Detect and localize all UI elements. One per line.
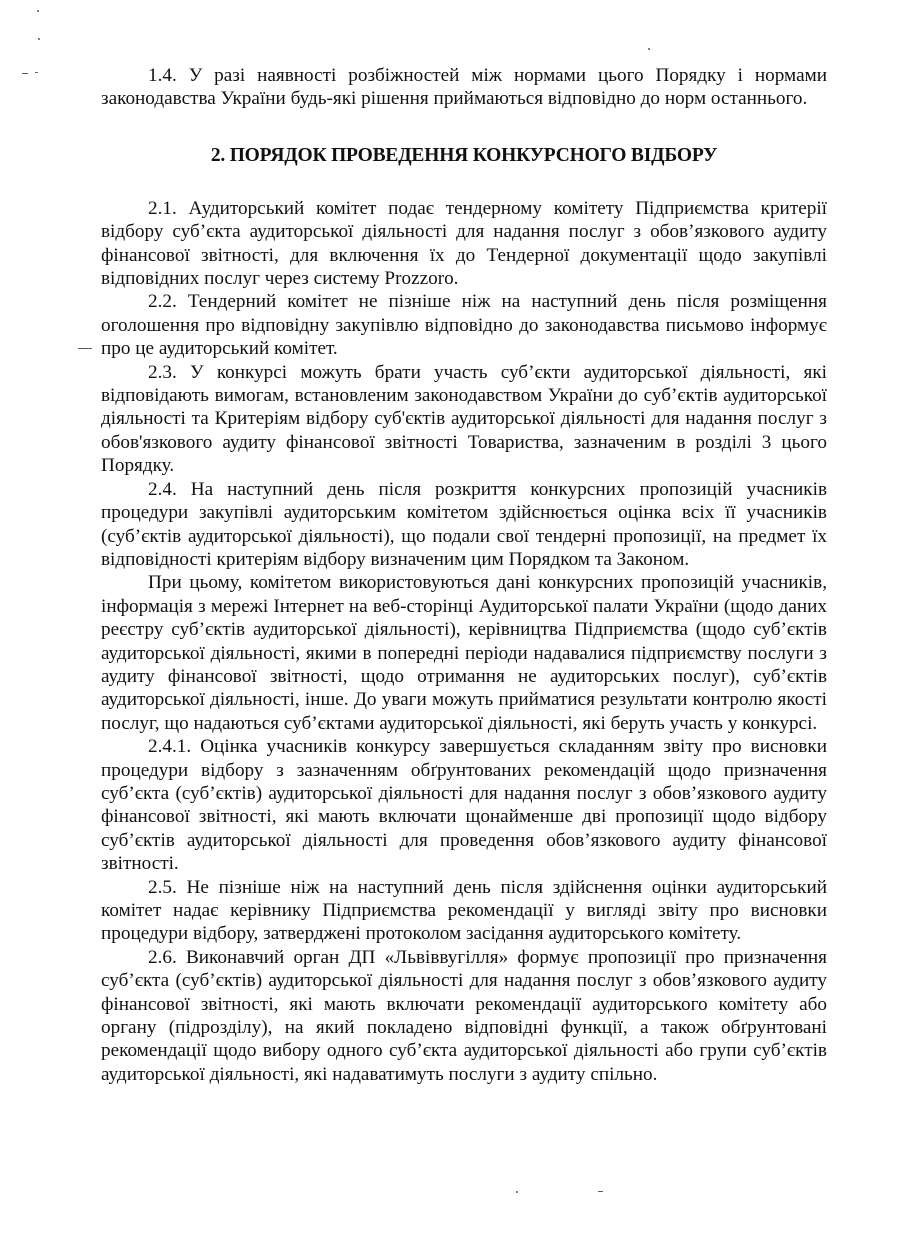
paragraph-2-2: 2.2. Тендерний комітет не пізніше ніж на наступний день після розміщення оголошення про відповідну закупівлю відповідно до законодавства письмово інформує про це аудиторський комітет. [101,291,827,360]
scan-speck [22,73,28,74]
section-title: 2. ПОРЯДОК ПРОВЕДЕННЯ КОНКУРСНОГО ВІДБОРУ [210,144,718,166]
paragraph-2-3: 2.3. У конкурсі можуть брати участь суб’єкти аудиторської діяльності, які відповідають вимогам, встановленим законодавством України до суб’єктів аудиторської діяльності та Критеріям відбору суб'єктів аудиторської діяльності для надання послуг з обов'язкового аудиту фінансової звітності Товариства, зазначеним в розділі 3 цього Порядку. [101,361,827,477]
paragraph-2-1: 2.1. Аудиторський комітет подає тендерному комітету Підприємства критерії відбору суб’єкта аудиторської діяльності для надання послуг з обов’язкового аудиту фінансової звітності, для включення їх до Тендерної документації щодо закупівлі відповідних послуг через систему Prozzoro. [101,197,827,290]
scan-speck [37,10,39,12]
document-body [101,64,827,1086]
paragraph-2-6: 2.6. Виконавчий орган ДП «Львіввугілля» формує пропозиції про призначення суб’єкта (суб’єктів) аудиторської діяльності для надання послуг з обов’язкового аудиту фінансової звітності, які мають включати рекомендації аудиторського комітету або органу (підрозділу), на який покладено відповідні функції, а також обґрунтовані рекомендації щодо вибору одного суб’єкта аудиторської діяльності або групи суб’єктів аудиторської діяльності, які надаватимуть послуги з аудиту спільно. [101,946,827,1085]
scan-speck [648,48,650,50]
scan-speck [516,1191,518,1193]
scan-speck [38,38,40,40]
scan-speck [78,348,92,349]
scan-speck [35,72,38,73]
paragraph-2-4: 2.4. На наступний день після розкриття конкурсних пропозицій учасників процедури закупівлі аудиторським комітетом здійснюється оцінка всіх її учасників (суб’єктів аудиторської діяльності), що подали свої тендерні пропозиції, на предмет їх відповідності критеріям відбору визначеним цим Порядком та Законом. [101,478,827,570]
paragraph-2-4-1: 2.4.1. Оцінка учасників конкурсу завершується складанням звіту про висновки процедури відбору з зазначенням обґрунтованих рекомендацій щодо призначення суб’єкта (суб’єктів) аудиторської діяльності для надання послуг з обов’язкового аудиту фінансової звітності, які мають включати щонайменше дві пропозиції щодо відбору суб’єктів аудиторської діяльності для проведення обов’язкового аудиту фінансової звітності. [101,736,827,875]
paragraph-2-4-continued: При цьому, комітетом використовуються дані конкурсних пропозицій учасників, інформація з мережі Інтернет на веб-сторінці Аудиторської палати України (щодо даних реєстру суб’єктів аудиторської діяльності), керівництва Підприємства (щодо суб’єктів аудиторської діяльності, якими в попередні періоди надавалися підприємству послуги з аудиту фінансової звітності, щодо отримання не аудиторських послуг), суб’єктів аудиторської діяльності, інше. До уваги можуть прийматися результати контролю якості послуг, що надаються суб’єктами аудиторської діяльності, які беруть участь у конкурсі. [101,572,827,734]
paragraph-2-5: 2.5. Не пізніше ніж на наступний день після здійснення оцінки аудиторський комітет надає керівнику Підприємства рекомендації у вигляді звіту про висновки процедури відбору, затверджені протоколом засідання аудиторського комітету. [101,876,827,945]
scan-speck [598,1191,603,1192]
paragraph-1-4: 1.4. У разі наявності розбіжностей між нормами цього Порядку і нормами законодавства України будь-які рішення приймаються відповідно до норм останнього. [101,65,827,110]
